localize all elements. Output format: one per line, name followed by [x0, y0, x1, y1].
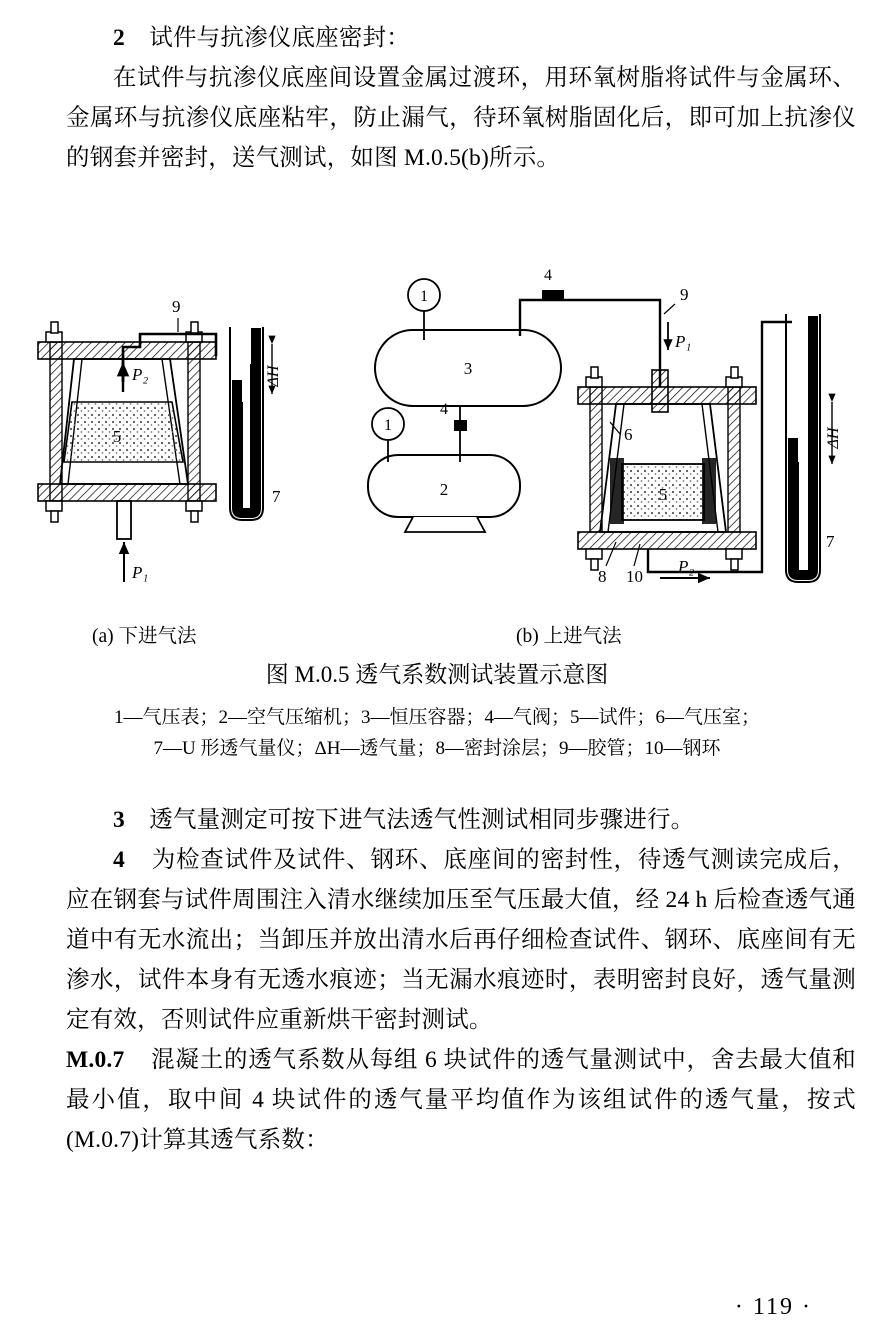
paragraph-text-4: 为检查试件及试件、钢环、底座间的密封性，待透气测读完成后，应在钢套与试件周围注入清水继续加压至气压最大值，经 24 h 后检查透气通道中有无水流出；当卸压并放出清水后再仔细检查试件、钢环、底座间有无渗水，试件本身有无透水痕迹；当无漏水痕迹时，表明密封良好，透气量测定有效，否则试件应重新烘干密封测试。 — [66, 847, 856, 1033]
paragraph-number: 2 — [113, 25, 125, 51]
paragraph-text: 试件与抗渗仪底座密封： — [149, 25, 410, 51]
label-b-p2: P₂ — [678, 557, 695, 576]
label-b-manometer: 7 — [826, 532, 835, 551]
label-b-hose: 9 — [680, 285, 689, 304]
figure-subcaption-b: (b) 上进气法 — [516, 626, 622, 647]
figure-caption: 图 M.0.5 透气系数测试装置示意图 — [265, 662, 609, 687]
label-a-specimen: 5 — [112, 427, 122, 446]
lower-text-section — [66, 800, 856, 1160]
figure-m-0-5 — [20, 252, 860, 672]
label-a-manometer: 7 — [272, 487, 281, 506]
label-b-p1: P₁ — [675, 332, 692, 351]
paragraph-number-4: 4 — [113, 847, 125, 873]
label-b-valve-mid: 4 — [440, 401, 448, 418]
paragraph-item-3 — [66, 800, 856, 840]
top-text-section — [66, 18, 856, 178]
clause-number: M.0.7 — [66, 1047, 125, 1073]
figure-part-a — [38, 297, 282, 582]
manometer-a — [230, 327, 263, 520]
paragraph-text-3: 透气量测定可按下进气法透气性测试相同步骤进行。 — [149, 807, 695, 833]
label-b-gauge-top: 1 — [420, 288, 428, 305]
clause-text: 混凝土的透气系数从每组 6 块试件的透气量测试中，舍去最大值和最小值，取中间 4 块试件的透气量平均值作为该组试件的透气量，按式(M.0.7)计算其透气系数： — [66, 1047, 856, 1153]
page-number: · 119 · — [734, 1294, 812, 1320]
clause-m-0-7 — [66, 1040, 856, 1160]
label-b-chamber: 6 — [624, 425, 633, 444]
paragraph-number-3: 3 — [113, 807, 125, 833]
figure-legend — [0, 702, 874, 764]
figure-part-b — [368, 267, 842, 586]
paragraph-item-2 — [66, 18, 856, 58]
label-b-specimen: 5 — [658, 485, 668, 504]
label-a-p2: P₂ — [132, 365, 149, 384]
label-b-vessel: 3 — [463, 359, 473, 378]
label-b-gauge-bottom: 1 — [384, 417, 392, 434]
label-a-delta-h: ΔH — [265, 365, 282, 387]
manometer-b — [786, 314, 820, 582]
figure-subcaption-a: (a) 下进气法 — [92, 626, 197, 647]
label-a-hose: 9 — [172, 297, 181, 316]
label-a-p1: P₁ — [132, 563, 149, 582]
label-b-coating: 8 — [598, 567, 607, 586]
figure-diagram-svg — [20, 252, 860, 672]
label-b-ring: 10 — [626, 567, 643, 586]
figure-legend-line-2: 7—U 形透气量仪；ΔH—透气量；8—密封涂层；9—胶管；10—钢环 — [153, 738, 721, 759]
paragraph-body-1: 在试件与抗渗仪底座间设置金属过渡环，用环氧树脂将试件与金属环、金属环与抗渗仪底座粘牢，防止漏气，待环氧树脂固化后，即可加上抗渗仪的钢套并密封，送气测试，如图 M.0.5(b)所示。 — [66, 65, 856, 171]
figure-legend-line-1: 1—气压表；2—空气压缩机；3—恒压容器；4—气阀；5—试件；6—气压室； — [113, 707, 760, 728]
paragraph-item-4 — [66, 840, 856, 1040]
label-b-delta-h: ΔH — [825, 427, 842, 449]
label-b-valve-top: 4 — [544, 267, 552, 284]
label-b-compressor: 2 — [439, 480, 449, 499]
